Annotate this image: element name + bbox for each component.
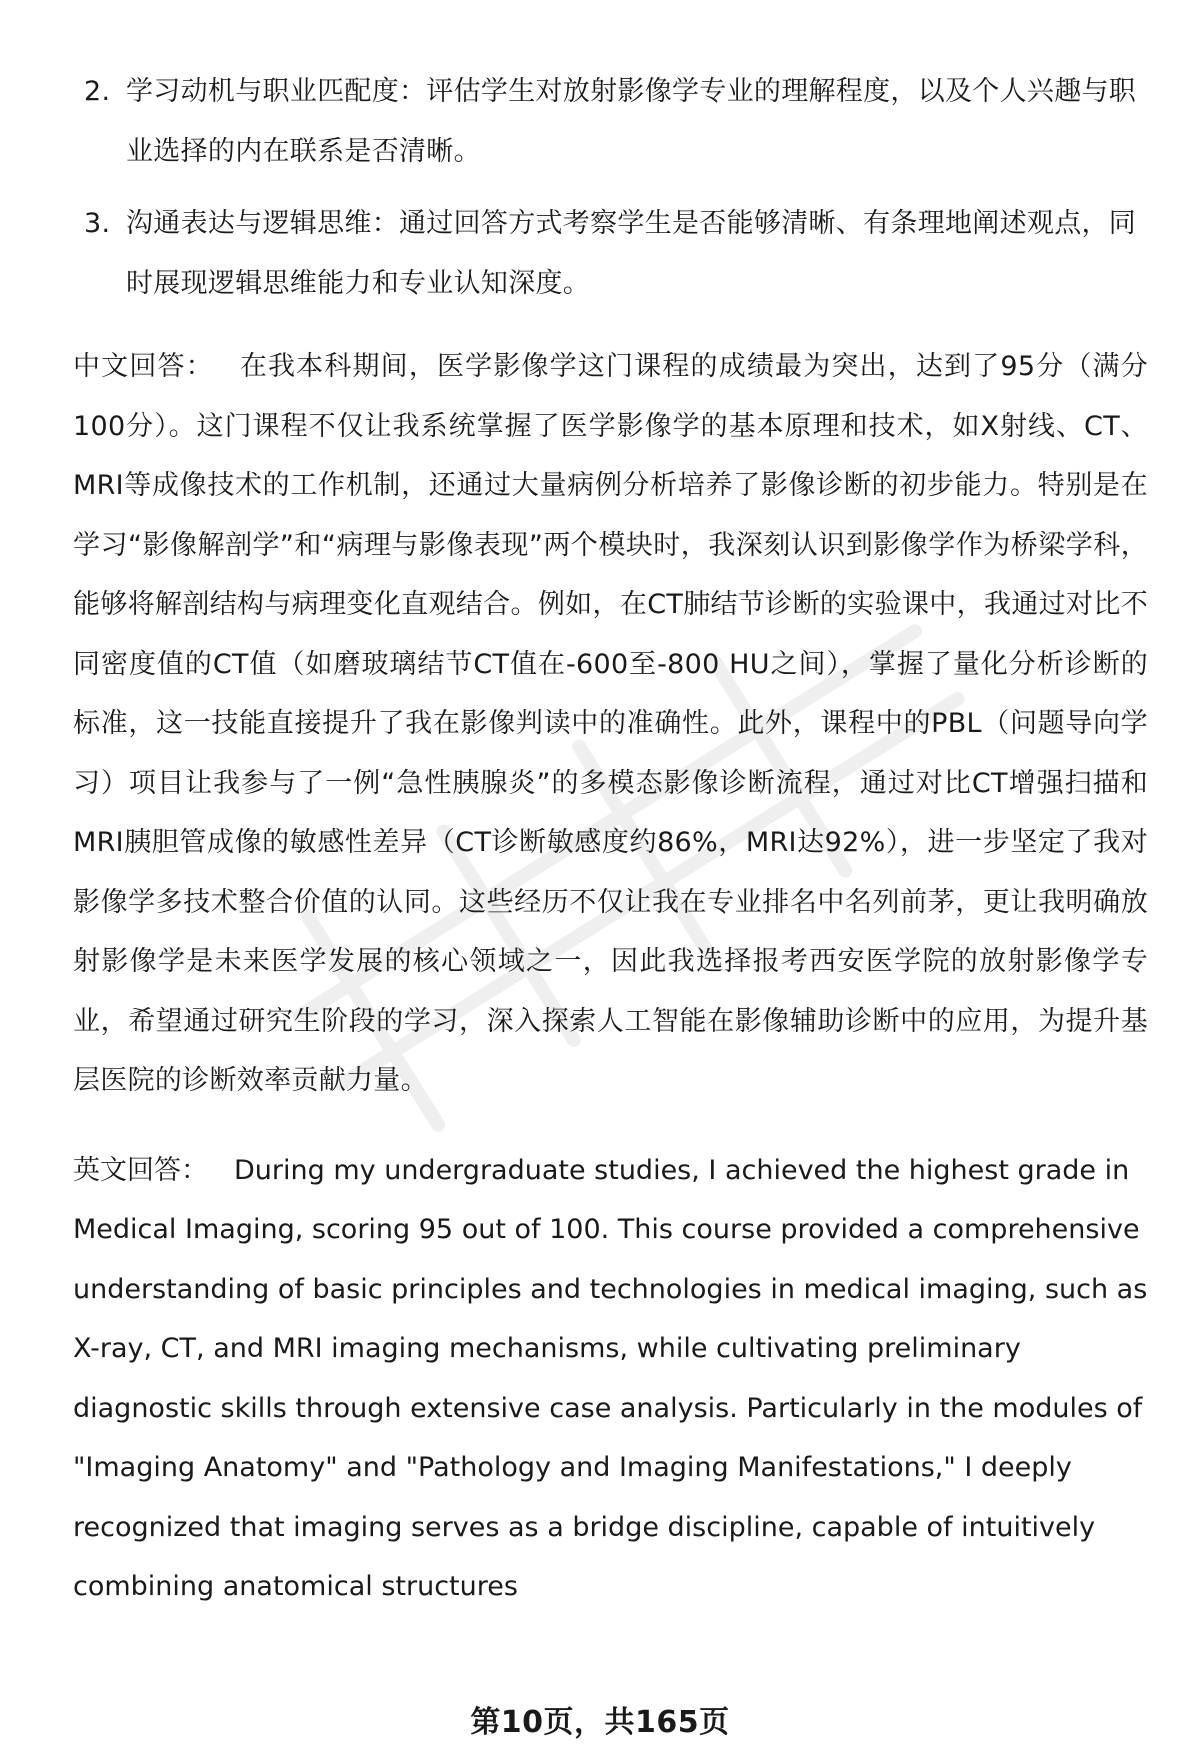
chinese-answer-text: 在我本科期间，医学影像学这门课程的成绩最为突出，达到了95分（满分100分）。这门课程不仅让我系统掌握了医学影像学的基本原理和技术，如X射线、CT、MRI等成像技术的工作机制，还通过大量病例分析培养了影像诊断的初步能力。特别是在学习“影像解剖学”和“病理与影像表现”两个模块时，我深刻认识到影像学作为桥梁学科，能够将解剖结构与病理变化直观结合。例如，在CT肺结节诊断的实验课中，我通过对比不同密度值的CT值（如磨玻璃结节CT值在-600至-800 HU之间），掌握了量化分析诊断的标准，这一技能直接提升了我在影像判读中的准确性。此外，课程中的PBL（问题导向学习）项目让我参与了一例“急性胰腺炎”的多模态影像诊断流程，通过对比CT增强扫描和MRI胰胆管成像的敏感性差异（CT诊断敏感度约86%，MRI达92%），进一步坚定了我对影像学多技术整合价值的认同。这些经历不仅让我在专业排名中名列前茅，更让我明确放射影像学是未来医学发展的核心领域之一，因此我选择报考西安医学院的放射影像学专业，希望通过研究生阶段的学习，深入探索人工智能在影像辅助诊断中的应用，为提升基层医院的诊断效率贡献力量。 — [73, 351, 1148, 1096]
criteria-list — [73, 62, 1148, 313]
chinese-answer-paragraph — [73, 337, 1148, 1111]
list-item — [73, 194, 1148, 313]
list-number: 2. — [84, 76, 111, 107]
list-number: 3. — [84, 208, 111, 239]
chinese-answer-label: 中文回答： — [73, 351, 214, 382]
english-answer-label: 英文回答： — [73, 1154, 208, 1186]
page-number-footer: 第10页，共165页 — [470, 1705, 730, 1740]
main-content — [73, 62, 1148, 1617]
english-answer-paragraph — [73, 1141, 1148, 1617]
english-answer-text: During my undergraduate studies, I achieved the highest grade in Medical Imaging, scoring 95 out of 100. This course provided a comprehensive understanding of basic principles and technologies in medical imaging, such as X-ray, CT, and MRI imaging mechanisms, while cultivating preliminary diagnostic skills through extensive case analysis. Particularly in the modules of "Imaging Anatomy" and "Pathology and Imaging Manifestations," I deeply recognized that imaging serves as a bridge discipline, capable of intuitively combining anatomical structures — [73, 1154, 1148, 1602]
list-item — [73, 62, 1148, 181]
list-text: 沟通表达与逻辑思维：通过回答方式考察学生是否能够清晰、有条理地阐述观点，同时展现逻辑思维能力和专业认知深度。 — [126, 208, 1137, 299]
list-text: 学习动机与职业匹配度：评估学生对放射影像学专业的理解程度，以及个人兴趣与职业选择的内在联系是否清晰。 — [126, 76, 1137, 167]
